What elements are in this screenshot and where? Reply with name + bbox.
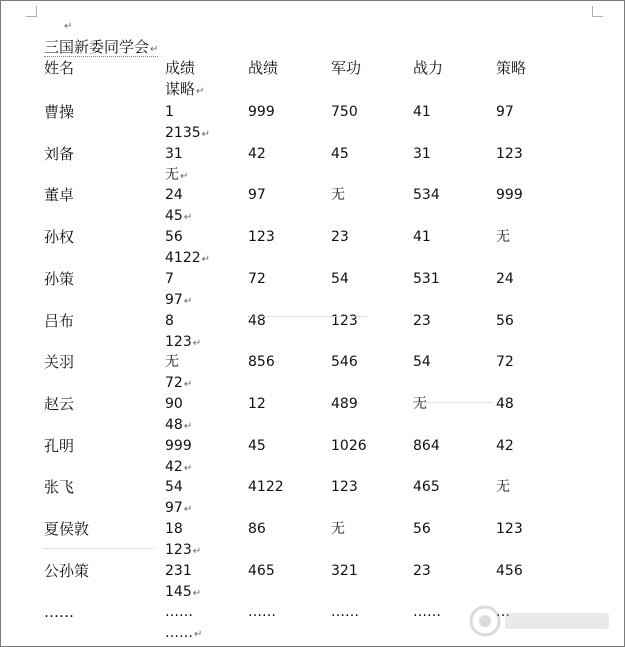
- table-cell: 123: [331, 479, 358, 496]
- table-cell: 4122: [248, 479, 284, 496]
- table-cell-wrap: 97↵: [165, 291, 193, 308]
- table-cell: 7: [165, 270, 174, 287]
- table-cell-wrap: 2135↵: [165, 125, 211, 141]
- table-cell: 86: [248, 521, 266, 537]
- table-cell: ……: [413, 604, 441, 621]
- table-cell: 465: [413, 479, 440, 496]
- table-cell-wrap: 123↵: [165, 333, 202, 350]
- row-name: ……: [44, 603, 74, 622]
- table-cell: 321: [331, 562, 358, 579]
- table-cell: 54: [413, 354, 431, 371]
- table-cell: ……: [165, 604, 193, 621]
- table-cell: 56: [496, 312, 514, 329]
- table-cell-wrap: 无↵: [165, 166, 189, 183]
- row-name: 公孙策: [44, 561, 90, 580]
- column-header: 策略: [496, 59, 527, 77]
- table-cell: 无: [496, 229, 510, 246]
- table-cell: 1: [165, 104, 174, 120]
- table-cell: 23: [413, 312, 431, 329]
- table-cell: 999: [165, 437, 192, 454]
- row-name: 孙策: [44, 269, 75, 288]
- table-cell: 41: [413, 229, 431, 246]
- table-cell: 无: [496, 479, 510, 496]
- table-cell: 56: [165, 229, 183, 246]
- row-name: 曹操: [44, 103, 75, 121]
- table-cell: 123: [496, 145, 523, 162]
- table-cell: 546: [331, 354, 358, 371]
- table-cell: 18: [165, 521, 183, 537]
- table-cell: 864: [413, 437, 440, 454]
- table-cell: ……: [331, 604, 359, 621]
- table-cell: 31: [413, 145, 431, 162]
- row-name: 赵云: [44, 394, 75, 413]
- watermark-logo: [467, 603, 617, 639]
- table-cell: 24: [165, 187, 183, 204]
- table-cell: 1026: [331, 437, 367, 454]
- table-cell: 31: [165, 145, 183, 162]
- table-cell-wrap: 48↵: [165, 416, 193, 433]
- table-cell: 123: [331, 312, 358, 329]
- row-name: 孔明: [44, 436, 75, 455]
- table-cell: 48: [248, 312, 266, 329]
- table-cell: 750: [331, 104, 358, 120]
- document-title: 三国新委同学会↵: [44, 38, 159, 56]
- table-cell: 90: [165, 395, 183, 412]
- table-cell: 97: [248, 187, 266, 204]
- table-cell-wrap: 4122↵: [165, 250, 211, 267]
- table-cell: 489: [331, 395, 358, 412]
- table-cell: 23: [331, 229, 349, 246]
- margin-corner-top-left: [26, 6, 37, 17]
- row-name: 吕布: [44, 311, 75, 330]
- row-name: 张飞: [44, 478, 75, 497]
- table-cell-wrap: 42↵: [165, 458, 193, 475]
- table-cell: 45: [331, 145, 349, 162]
- table-cell-wrap: 123↵: [165, 542, 202, 558]
- table-cell-wrap: 145↵: [165, 583, 202, 600]
- table-cell: 856: [248, 354, 275, 371]
- dotted-guide: [413, 402, 491, 403]
- table-cell: 231: [165, 562, 192, 579]
- table-cell: 531: [413, 270, 440, 287]
- table-cell: 56: [413, 521, 431, 537]
- paragraph-mark: ↵: [64, 21, 73, 32]
- table-cell: 465: [248, 562, 275, 579]
- table-cell: 97: [496, 104, 514, 120]
- table-cell: 无: [331, 187, 345, 204]
- table-cell-wrap: ……↵: [165, 625, 203, 642]
- table-cell: 534: [413, 187, 440, 204]
- table-cell: 无: [165, 354, 179, 371]
- table-cell: 12: [248, 395, 266, 412]
- table-cell: 48: [496, 395, 514, 412]
- margin-corner-top-right: [592, 6, 603, 17]
- table-cell: 999: [496, 187, 523, 204]
- table-cell: 42: [248, 145, 266, 162]
- table-cell: 999: [248, 104, 275, 120]
- table-cell-wrap: 45↵: [165, 208, 193, 225]
- column-header: 成绩: [165, 59, 196, 77]
- column-header-wrap: 谋略↵: [165, 80, 205, 98]
- table-cell-wrap: 72↵: [165, 375, 193, 392]
- table-cell-wrap: 97↵: [165, 500, 193, 517]
- table-cell: 42: [496, 437, 514, 454]
- table-cell: 24: [496, 270, 514, 287]
- table-cell: ……: [248, 604, 276, 621]
- row-name: 孙权: [44, 228, 75, 247]
- row-name: 董卓: [44, 186, 75, 205]
- table-cell: 无: [413, 395, 427, 412]
- row-name: 夏侯敦: [44, 520, 90, 538]
- column-header: 战力: [413, 59, 444, 77]
- table-cell: 无: [331, 521, 345, 537]
- column-header: 姓名: [44, 59, 75, 77]
- table-cell: 23: [413, 562, 431, 579]
- table-cell: 8: [165, 312, 174, 329]
- table-cell: 54: [165, 479, 183, 496]
- row-name: 刘备: [44, 144, 75, 163]
- table-cell: 72: [496, 354, 514, 371]
- table-cell: 456: [496, 562, 523, 579]
- table-cell: 41: [413, 104, 431, 120]
- table-cell: 54: [331, 270, 349, 287]
- column-header: 军功: [331, 59, 362, 77]
- row-name: 关羽: [44, 353, 75, 372]
- dotted-guide: [248, 316, 368, 317]
- table-cell: 123: [496, 521, 523, 537]
- table-cell: 72: [248, 270, 266, 287]
- column-header: 战绩: [248, 59, 279, 77]
- dotted-guide: [44, 548, 154, 549]
- table-cell: 45: [248, 437, 266, 454]
- table-cell: 123: [248, 229, 275, 246]
- table-cell: …: [496, 604, 510, 621]
